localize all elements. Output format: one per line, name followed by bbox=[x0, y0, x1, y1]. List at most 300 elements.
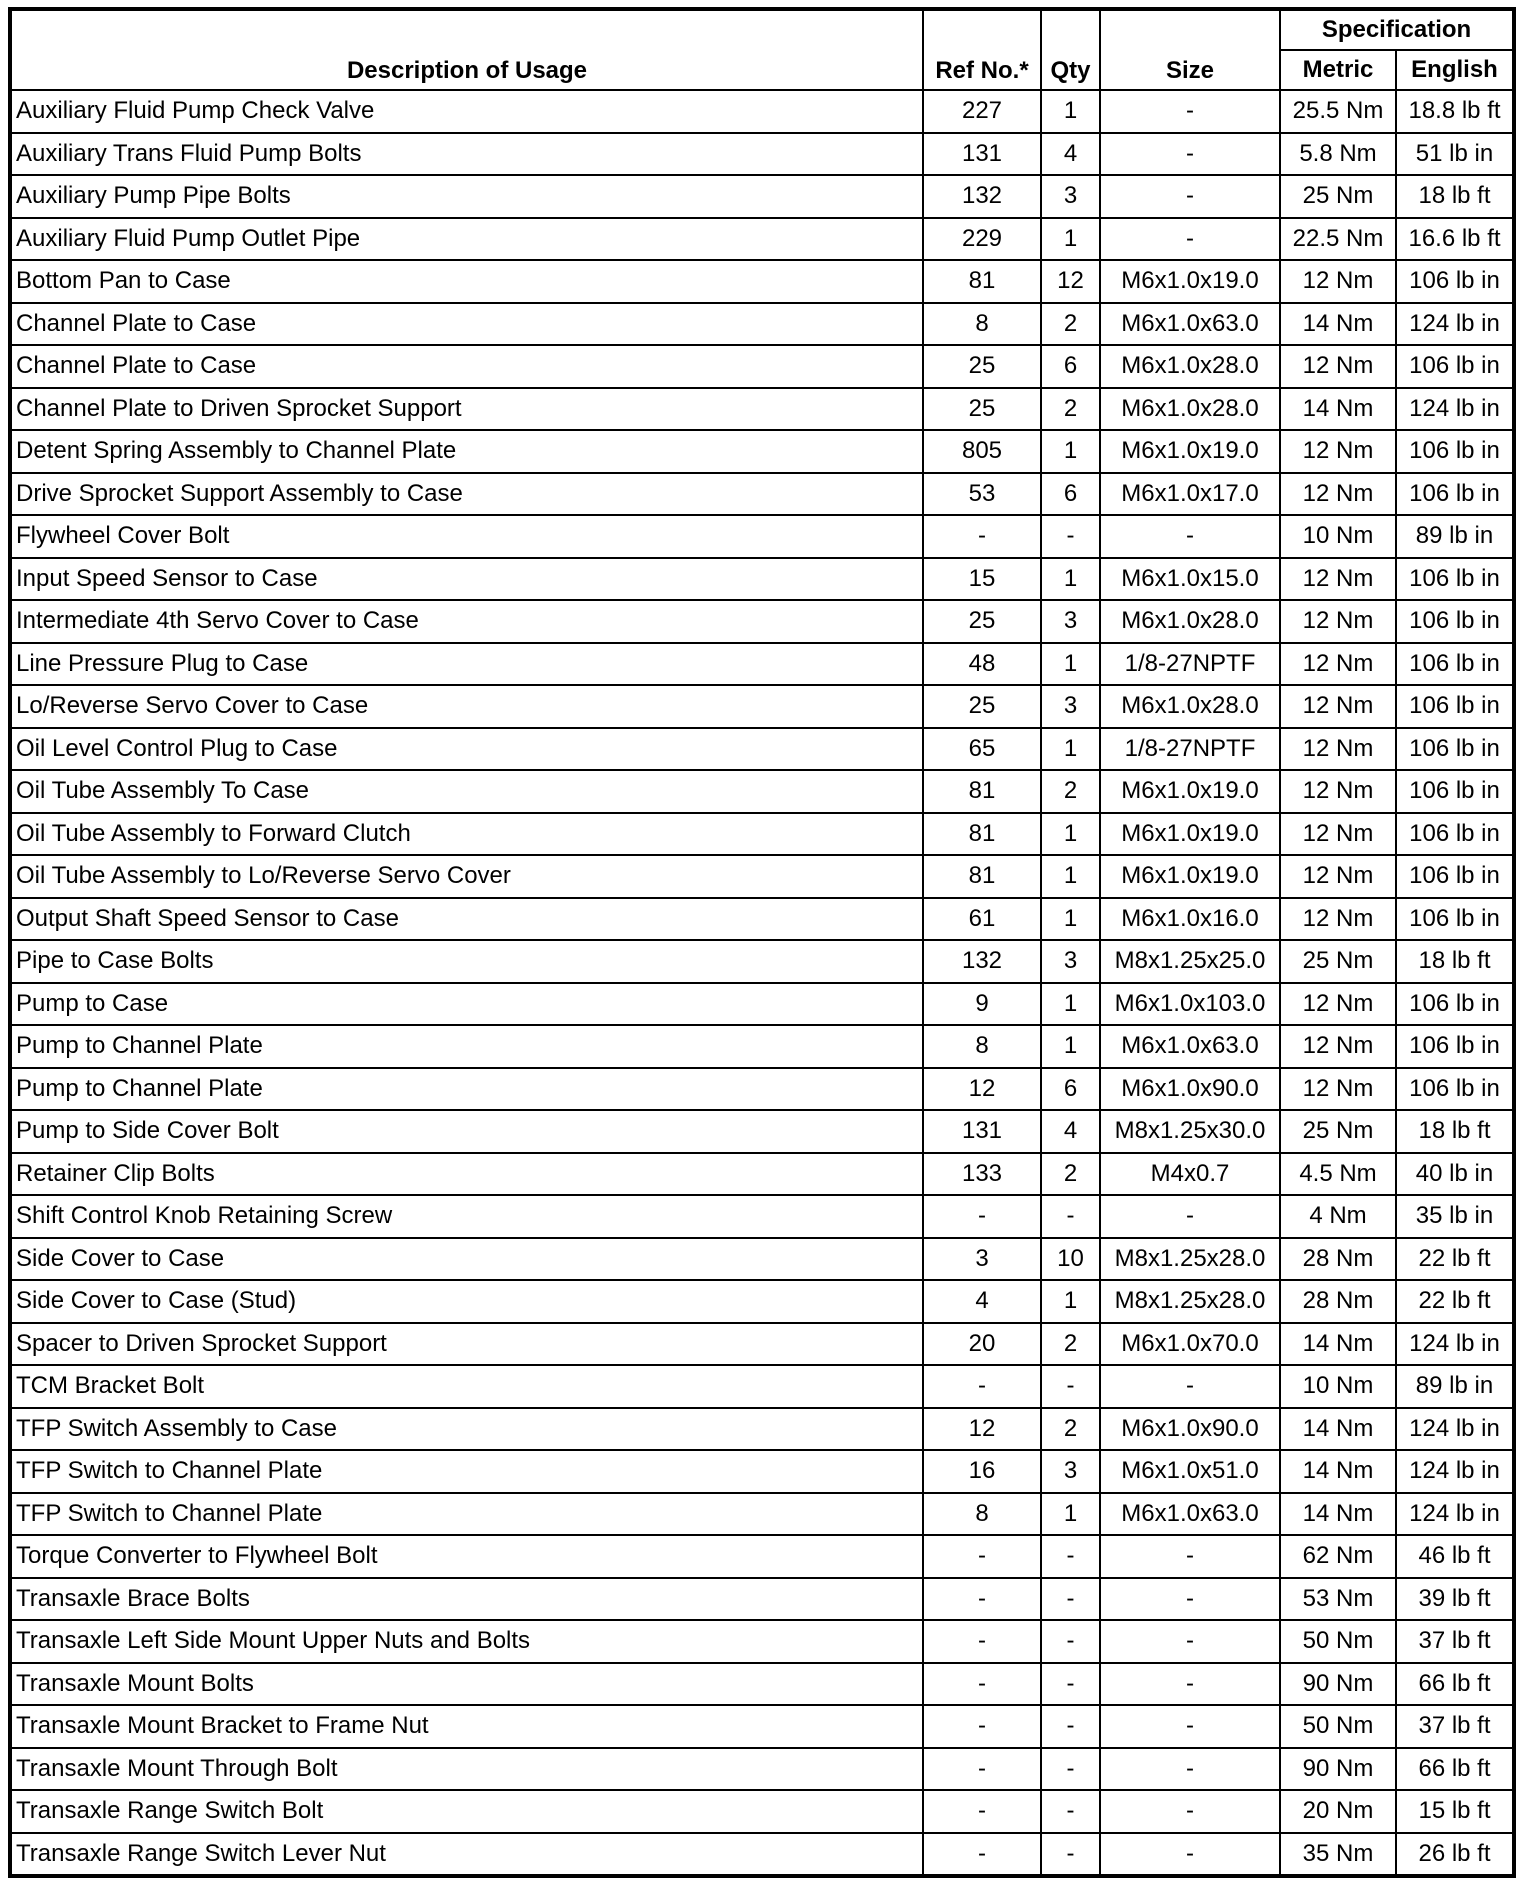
table-row bbox=[10, 983, 1514, 1026]
cell-ref-no: 81 bbox=[923, 770, 1041, 813]
cell-qty: 3 bbox=[1041, 940, 1100, 983]
cell-ref-no: - bbox=[923, 1663, 1041, 1706]
cell-description: TCM Bracket Bolt bbox=[10, 1365, 923, 1408]
cell-ref-no: - bbox=[923, 1578, 1041, 1621]
cell-metric: 12 Nm bbox=[1280, 728, 1396, 771]
table-row bbox=[10, 1238, 1514, 1281]
cell-qty: 2 bbox=[1041, 1408, 1100, 1451]
cell-qty: - bbox=[1041, 1195, 1100, 1238]
cell-qty: 3 bbox=[1041, 600, 1100, 643]
cell-ref-no: - bbox=[923, 1365, 1041, 1408]
cell-ref-no: 81 bbox=[923, 855, 1041, 898]
cell-metric: 25 Nm bbox=[1280, 940, 1396, 983]
cell-size: M6x1.0x63.0 bbox=[1100, 303, 1280, 346]
cell-ref-no: - bbox=[923, 515, 1041, 558]
cell-ref-no: - bbox=[923, 1790, 1041, 1833]
cell-english: 22 lb ft bbox=[1396, 1238, 1514, 1281]
cell-ref-no: 3 bbox=[923, 1238, 1041, 1281]
cell-size: M6x1.0x19.0 bbox=[1100, 813, 1280, 856]
cell-size: - bbox=[1100, 1748, 1280, 1791]
cell-description: Pipe to Case Bolts bbox=[10, 940, 923, 983]
cell-qty: 6 bbox=[1041, 345, 1100, 388]
cell-description: Pump to Channel Plate bbox=[10, 1025, 923, 1068]
cell-english: 106 lb in bbox=[1396, 430, 1514, 473]
table-row bbox=[10, 940, 1514, 983]
cell-description: Oil Tube Assembly to Forward Clutch bbox=[10, 813, 923, 856]
cell-english: 124 lb in bbox=[1396, 1323, 1514, 1366]
cell-ref-no: 4 bbox=[923, 1280, 1041, 1323]
cell-english: 40 lb in bbox=[1396, 1153, 1514, 1196]
cell-description: Oil Tube Assembly to Lo/Reverse Servo Cover bbox=[10, 855, 923, 898]
cell-qty: 2 bbox=[1041, 1153, 1100, 1196]
cell-metric: 12 Nm bbox=[1280, 770, 1396, 813]
table-row bbox=[10, 430, 1514, 473]
cell-ref-no: - bbox=[923, 1705, 1041, 1748]
table-row bbox=[10, 1110, 1514, 1153]
cell-english: 22 lb ft bbox=[1396, 1280, 1514, 1323]
cell-description: Transaxle Left Side Mount Upper Nuts and Bolts bbox=[10, 1620, 923, 1663]
cell-description: Transaxle Mount Through Bolt bbox=[10, 1748, 923, 1791]
cell-ref-no: 8 bbox=[923, 1493, 1041, 1536]
cell-size: - bbox=[1100, 515, 1280, 558]
cell-qty: 1 bbox=[1041, 898, 1100, 941]
header-metric: Metric bbox=[1280, 50, 1396, 90]
cell-description: Side Cover to Case (Stud) bbox=[10, 1280, 923, 1323]
cell-metric: 14 Nm bbox=[1280, 1408, 1396, 1451]
cell-description: TFP Switch to Channel Plate bbox=[10, 1450, 923, 1493]
cell-size: M8x1.25x28.0 bbox=[1100, 1238, 1280, 1281]
cell-metric: 53 Nm bbox=[1280, 1578, 1396, 1621]
cell-qty: 2 bbox=[1041, 303, 1100, 346]
cell-metric: 12 Nm bbox=[1280, 430, 1396, 473]
table-row bbox=[10, 728, 1514, 771]
table-row bbox=[10, 1025, 1514, 1068]
cell-size: - bbox=[1100, 175, 1280, 218]
cell-english: 106 lb in bbox=[1396, 728, 1514, 771]
table-row bbox=[10, 388, 1514, 431]
cell-english: 106 lb in bbox=[1396, 770, 1514, 813]
cell-english: 46 lb ft bbox=[1396, 1535, 1514, 1578]
cell-metric: 50 Nm bbox=[1280, 1705, 1396, 1748]
cell-english: 18.8 lb ft bbox=[1396, 90, 1514, 133]
table-row bbox=[10, 1195, 1514, 1238]
cell-qty: 1 bbox=[1041, 1025, 1100, 1068]
cell-size: 1/8-27NPTF bbox=[1100, 643, 1280, 686]
cell-description: Line Pressure Plug to Case bbox=[10, 643, 923, 686]
cell-qty: 6 bbox=[1041, 1068, 1100, 1111]
cell-size: - bbox=[1100, 1578, 1280, 1621]
cell-qty: - bbox=[1041, 1620, 1100, 1663]
table-row bbox=[10, 685, 1514, 728]
cell-ref-no: 9 bbox=[923, 983, 1041, 1026]
cell-metric: 12 Nm bbox=[1280, 855, 1396, 898]
cell-qty: - bbox=[1041, 1663, 1100, 1706]
cell-qty: - bbox=[1041, 1833, 1100, 1877]
cell-ref-no: 81 bbox=[923, 813, 1041, 856]
cell-metric: 4.5 Nm bbox=[1280, 1153, 1396, 1196]
cell-size: M6x1.0x19.0 bbox=[1100, 430, 1280, 473]
table-row bbox=[10, 813, 1514, 856]
table-row bbox=[10, 1578, 1514, 1621]
header-description: Description of Usage bbox=[10, 9, 923, 90]
cell-qty: - bbox=[1041, 515, 1100, 558]
table-row bbox=[10, 1450, 1514, 1493]
cell-ref-no: - bbox=[923, 1535, 1041, 1578]
cell-size: M6x1.0x19.0 bbox=[1100, 855, 1280, 898]
cell-size: M4x0.7 bbox=[1100, 1153, 1280, 1196]
cell-metric: 14 Nm bbox=[1280, 388, 1396, 431]
cell-english: 39 lb ft bbox=[1396, 1578, 1514, 1621]
table-row bbox=[10, 175, 1514, 218]
cell-description: Transaxle Mount Bracket to Frame Nut bbox=[10, 1705, 923, 1748]
cell-size: M6x1.0x19.0 bbox=[1100, 260, 1280, 303]
cell-qty: 10 bbox=[1041, 1238, 1100, 1281]
cell-english: 124 lb in bbox=[1396, 1493, 1514, 1536]
cell-qty: 6 bbox=[1041, 473, 1100, 516]
table-row bbox=[10, 643, 1514, 686]
cell-metric: 35 Nm bbox=[1280, 1833, 1396, 1877]
cell-english: 26 lb ft bbox=[1396, 1833, 1514, 1877]
table-row bbox=[10, 345, 1514, 388]
cell-english: 89 lb in bbox=[1396, 1365, 1514, 1408]
table-row bbox=[10, 1493, 1514, 1536]
cell-ref-no: 25 bbox=[923, 345, 1041, 388]
cell-metric: 12 Nm bbox=[1280, 643, 1396, 686]
cell-ref-no: 15 bbox=[923, 558, 1041, 601]
cell-qty: 1 bbox=[1041, 218, 1100, 261]
header-size: Size bbox=[1100, 9, 1280, 90]
cell-description: Channel Plate to Case bbox=[10, 303, 923, 346]
cell-qty: - bbox=[1041, 1748, 1100, 1791]
cell-size: - bbox=[1100, 133, 1280, 176]
cell-metric: 14 Nm bbox=[1280, 1450, 1396, 1493]
cell-description: Side Cover to Case bbox=[10, 1238, 923, 1281]
table-row bbox=[10, 600, 1514, 643]
table-row bbox=[10, 473, 1514, 516]
header-english: English bbox=[1396, 50, 1514, 90]
cell-ref-no: 227 bbox=[923, 90, 1041, 133]
cell-description: Pump to Channel Plate bbox=[10, 1068, 923, 1111]
cell-english: 89 lb in bbox=[1396, 515, 1514, 558]
cell-english: 18 lb ft bbox=[1396, 175, 1514, 218]
table-row bbox=[10, 1748, 1514, 1791]
table-row bbox=[10, 1365, 1514, 1408]
cell-metric: 90 Nm bbox=[1280, 1748, 1396, 1791]
table-row bbox=[10, 898, 1514, 941]
cell-ref-no: 8 bbox=[923, 303, 1041, 346]
cell-english: 106 lb in bbox=[1396, 855, 1514, 898]
cell-metric: 12 Nm bbox=[1280, 1068, 1396, 1111]
cell-metric: 22.5 Nm bbox=[1280, 218, 1396, 261]
cell-metric: 90 Nm bbox=[1280, 1663, 1396, 1706]
cell-ref-no: 48 bbox=[923, 643, 1041, 686]
cell-ref-no: 25 bbox=[923, 600, 1041, 643]
cell-description: Lo/Reverse Servo Cover to Case bbox=[10, 685, 923, 728]
cell-english: 106 lb in bbox=[1396, 643, 1514, 686]
cell-qty: - bbox=[1041, 1365, 1100, 1408]
cell-size: M6x1.0x103.0 bbox=[1100, 983, 1280, 1026]
cell-qty: 12 bbox=[1041, 260, 1100, 303]
cell-description: Pump to Case bbox=[10, 983, 923, 1026]
cell-metric: 20 Nm bbox=[1280, 1790, 1396, 1833]
cell-english: 106 lb in bbox=[1396, 813, 1514, 856]
cell-description: Oil Level Control Plug to Case bbox=[10, 728, 923, 771]
cell-metric: 12 Nm bbox=[1280, 260, 1396, 303]
table-row bbox=[10, 1663, 1514, 1706]
cell-english: 106 lb in bbox=[1396, 1068, 1514, 1111]
cell-english: 16.6 lb ft bbox=[1396, 218, 1514, 261]
cell-description: Drive Sprocket Support Assembly to Case bbox=[10, 473, 923, 516]
cell-metric: 10 Nm bbox=[1280, 515, 1396, 558]
cell-size: M6x1.0x63.0 bbox=[1100, 1025, 1280, 1068]
cell-qty: - bbox=[1041, 1578, 1100, 1621]
cell-ref-no: - bbox=[923, 1748, 1041, 1791]
cell-ref-no: 65 bbox=[923, 728, 1041, 771]
cell-metric: 12 Nm bbox=[1280, 685, 1396, 728]
cell-description: Flywheel Cover Bolt bbox=[10, 515, 923, 558]
cell-description: Auxiliary Trans Fluid Pump Bolts bbox=[10, 133, 923, 176]
cell-size: M6x1.0x28.0 bbox=[1100, 388, 1280, 431]
cell-english: 124 lb in bbox=[1396, 388, 1514, 431]
cell-size: - bbox=[1100, 1535, 1280, 1578]
cell-ref-no: 20 bbox=[923, 1323, 1041, 1366]
cell-metric: 12 Nm bbox=[1280, 983, 1396, 1026]
cell-qty: 1 bbox=[1041, 813, 1100, 856]
table-row bbox=[10, 1833, 1514, 1877]
cell-size: M6x1.0x28.0 bbox=[1100, 600, 1280, 643]
header-row-top bbox=[10, 9, 1514, 50]
table-row bbox=[10, 133, 1514, 176]
cell-english: 106 lb in bbox=[1396, 898, 1514, 941]
cell-size: - bbox=[1100, 1790, 1280, 1833]
cell-qty: 1 bbox=[1041, 558, 1100, 601]
cell-english: 66 lb ft bbox=[1396, 1663, 1514, 1706]
table-row bbox=[10, 1153, 1514, 1196]
cell-description: TFP Switch to Channel Plate bbox=[10, 1493, 923, 1536]
cell-qty: 4 bbox=[1041, 1110, 1100, 1153]
cell-qty: 1 bbox=[1041, 855, 1100, 898]
cell-ref-no: 131 bbox=[923, 1110, 1041, 1153]
cell-metric: 12 Nm bbox=[1280, 558, 1396, 601]
cell-ref-no: 25 bbox=[923, 685, 1041, 728]
cell-metric: 12 Nm bbox=[1280, 600, 1396, 643]
cell-qty: 3 bbox=[1041, 175, 1100, 218]
table-row bbox=[10, 1535, 1514, 1578]
cell-metric: 12 Nm bbox=[1280, 345, 1396, 388]
cell-description: Auxiliary Fluid Pump Check Valve bbox=[10, 90, 923, 133]
cell-metric: 62 Nm bbox=[1280, 1535, 1396, 1578]
cell-english: 18 lb ft bbox=[1396, 940, 1514, 983]
cell-qty: 4 bbox=[1041, 133, 1100, 176]
cell-qty: 1 bbox=[1041, 90, 1100, 133]
cell-description: Channel Plate to Driven Sprocket Support bbox=[10, 388, 923, 431]
cell-description: Detent Spring Assembly to Channel Plate bbox=[10, 430, 923, 473]
cell-description: Torque Converter to Flywheel Bolt bbox=[10, 1535, 923, 1578]
cell-qty: 1 bbox=[1041, 1280, 1100, 1323]
table-row bbox=[10, 1790, 1514, 1833]
table-row bbox=[10, 260, 1514, 303]
cell-description: Intermediate 4th Servo Cover to Case bbox=[10, 600, 923, 643]
cell-english: 51 lb in bbox=[1396, 133, 1514, 176]
cell-size: - bbox=[1100, 1663, 1280, 1706]
table-row bbox=[10, 1068, 1514, 1111]
cell-english: 106 lb in bbox=[1396, 983, 1514, 1026]
cell-metric: 14 Nm bbox=[1280, 303, 1396, 346]
cell-qty: 2 bbox=[1041, 1323, 1100, 1366]
cell-size: M6x1.0x63.0 bbox=[1100, 1493, 1280, 1536]
cell-english: 124 lb in bbox=[1396, 1408, 1514, 1451]
cell-metric: 12 Nm bbox=[1280, 813, 1396, 856]
cell-ref-no: 805 bbox=[923, 430, 1041, 473]
cell-size: M6x1.0x51.0 bbox=[1100, 1450, 1280, 1493]
table-row bbox=[10, 1408, 1514, 1451]
cell-metric: 14 Nm bbox=[1280, 1323, 1396, 1366]
cell-description: Auxiliary Pump Pipe Bolts bbox=[10, 175, 923, 218]
cell-ref-no: 53 bbox=[923, 473, 1041, 516]
cell-english: 66 lb ft bbox=[1396, 1748, 1514, 1791]
cell-qty: 1 bbox=[1041, 728, 1100, 771]
table-row bbox=[10, 1620, 1514, 1663]
cell-size: M6x1.0x90.0 bbox=[1100, 1408, 1280, 1451]
cell-size: M8x1.25x25.0 bbox=[1100, 940, 1280, 983]
cell-description: TFP Switch Assembly to Case bbox=[10, 1408, 923, 1451]
cell-english: 106 lb in bbox=[1396, 600, 1514, 643]
cell-size: - bbox=[1100, 1195, 1280, 1238]
cell-description: Spacer to Driven Sprocket Support bbox=[10, 1323, 923, 1366]
cell-description: Transaxle Range Switch Lever Nut bbox=[10, 1833, 923, 1877]
cell-english: 35 lb in bbox=[1396, 1195, 1514, 1238]
cell-english: 18 lb ft bbox=[1396, 1110, 1514, 1153]
cell-metric: 10 Nm bbox=[1280, 1365, 1396, 1408]
cell-metric: 25 Nm bbox=[1280, 1110, 1396, 1153]
cell-ref-no: 229 bbox=[923, 218, 1041, 261]
header-qty: Qty bbox=[1041, 9, 1100, 90]
cell-description: Auxiliary Fluid Pump Outlet Pipe bbox=[10, 218, 923, 261]
cell-description: Shift Control Knob Retaining Screw bbox=[10, 1195, 923, 1238]
cell-description: Oil Tube Assembly To Case bbox=[10, 770, 923, 813]
cell-ref-no: - bbox=[923, 1833, 1041, 1877]
cell-description: Input Speed Sensor to Case bbox=[10, 558, 923, 601]
cell-qty: - bbox=[1041, 1535, 1100, 1578]
table-row bbox=[10, 1705, 1514, 1748]
table-row bbox=[10, 1323, 1514, 1366]
cell-qty: - bbox=[1041, 1790, 1100, 1833]
cell-metric: 12 Nm bbox=[1280, 1025, 1396, 1068]
cell-size: 1/8-27NPTF bbox=[1100, 728, 1280, 771]
cell-metric: 4 Nm bbox=[1280, 1195, 1396, 1238]
cell-metric: 28 Nm bbox=[1280, 1238, 1396, 1281]
cell-ref-no: 132 bbox=[923, 940, 1041, 983]
cell-size: M8x1.25x30.0 bbox=[1100, 1110, 1280, 1153]
cell-size: - bbox=[1100, 1365, 1280, 1408]
cell-size: - bbox=[1100, 1833, 1280, 1877]
cell-english: 106 lb in bbox=[1396, 260, 1514, 303]
table-row bbox=[10, 558, 1514, 601]
cell-qty: 1 bbox=[1041, 643, 1100, 686]
cell-qty: - bbox=[1041, 1705, 1100, 1748]
cell-english: 124 lb in bbox=[1396, 1450, 1514, 1493]
cell-size: - bbox=[1100, 218, 1280, 261]
torque-spec-table bbox=[8, 7, 1516, 1878]
cell-metric: 5.8 Nm bbox=[1280, 133, 1396, 176]
table-row bbox=[10, 1280, 1514, 1323]
table-row bbox=[10, 218, 1514, 261]
cell-size: M6x1.0x28.0 bbox=[1100, 685, 1280, 728]
cell-ref-no: 12 bbox=[923, 1068, 1041, 1111]
cell-ref-no: - bbox=[923, 1620, 1041, 1663]
cell-english: 106 lb in bbox=[1396, 345, 1514, 388]
cell-qty: 1 bbox=[1041, 983, 1100, 1026]
cell-english: 124 lb in bbox=[1396, 303, 1514, 346]
cell-size: M6x1.0x17.0 bbox=[1100, 473, 1280, 516]
cell-description: Output Shaft Speed Sensor to Case bbox=[10, 898, 923, 941]
cell-qty: 1 bbox=[1041, 430, 1100, 473]
cell-metric: 50 Nm bbox=[1280, 1620, 1396, 1663]
table-row bbox=[10, 303, 1514, 346]
cell-english: 106 lb in bbox=[1396, 473, 1514, 516]
torque-spec-table-container bbox=[8, 7, 1516, 1878]
cell-qty: 2 bbox=[1041, 388, 1100, 431]
table-body bbox=[10, 90, 1514, 1876]
cell-english: 106 lb in bbox=[1396, 1025, 1514, 1068]
cell-english: 106 lb in bbox=[1396, 558, 1514, 601]
cell-size: M6x1.0x28.0 bbox=[1100, 345, 1280, 388]
cell-english: 15 lb ft bbox=[1396, 1790, 1514, 1833]
cell-ref-no: 25 bbox=[923, 388, 1041, 431]
header-specification: Specification bbox=[1280, 9, 1514, 50]
cell-english: 106 lb in bbox=[1396, 685, 1514, 728]
cell-size: M8x1.25x28.0 bbox=[1100, 1280, 1280, 1323]
cell-metric: 25.5 Nm bbox=[1280, 90, 1396, 133]
cell-ref-no: 131 bbox=[923, 133, 1041, 176]
cell-ref-no: 61 bbox=[923, 898, 1041, 941]
table-row bbox=[10, 770, 1514, 813]
table-row bbox=[10, 90, 1514, 133]
header-ref-no: Ref No.* bbox=[923, 9, 1041, 90]
cell-description: Pump to Side Cover Bolt bbox=[10, 1110, 923, 1153]
cell-size: M6x1.0x15.0 bbox=[1100, 558, 1280, 601]
cell-ref-no: 8 bbox=[923, 1025, 1041, 1068]
cell-metric: 12 Nm bbox=[1280, 898, 1396, 941]
cell-qty: 3 bbox=[1041, 1450, 1100, 1493]
cell-size: - bbox=[1100, 1705, 1280, 1748]
cell-size: M6x1.0x70.0 bbox=[1100, 1323, 1280, 1366]
cell-ref-no: 16 bbox=[923, 1450, 1041, 1493]
cell-description: Transaxle Mount Bolts bbox=[10, 1663, 923, 1706]
cell-metric: 25 Nm bbox=[1280, 175, 1396, 218]
cell-metric: 14 Nm bbox=[1280, 1493, 1396, 1536]
cell-metric: 28 Nm bbox=[1280, 1280, 1396, 1323]
cell-qty: 3 bbox=[1041, 685, 1100, 728]
cell-metric: 12 Nm bbox=[1280, 473, 1396, 516]
cell-english: 37 lb ft bbox=[1396, 1705, 1514, 1748]
cell-qty: 2 bbox=[1041, 770, 1100, 813]
cell-ref-no: - bbox=[923, 1195, 1041, 1238]
table-row bbox=[10, 515, 1514, 558]
cell-qty: 1 bbox=[1041, 1493, 1100, 1536]
cell-english: 37 lb ft bbox=[1396, 1620, 1514, 1663]
cell-ref-no: 132 bbox=[923, 175, 1041, 218]
cell-ref-no: 12 bbox=[923, 1408, 1041, 1451]
cell-description: Channel Plate to Case bbox=[10, 345, 923, 388]
cell-description: Transaxle Brace Bolts bbox=[10, 1578, 923, 1621]
cell-size: - bbox=[1100, 90, 1280, 133]
cell-size: M6x1.0x16.0 bbox=[1100, 898, 1280, 941]
cell-description: Bottom Pan to Case bbox=[10, 260, 923, 303]
cell-description: Transaxle Range Switch Bolt bbox=[10, 1790, 923, 1833]
cell-description: Retainer Clip Bolts bbox=[10, 1153, 923, 1196]
cell-size: M6x1.0x90.0 bbox=[1100, 1068, 1280, 1111]
